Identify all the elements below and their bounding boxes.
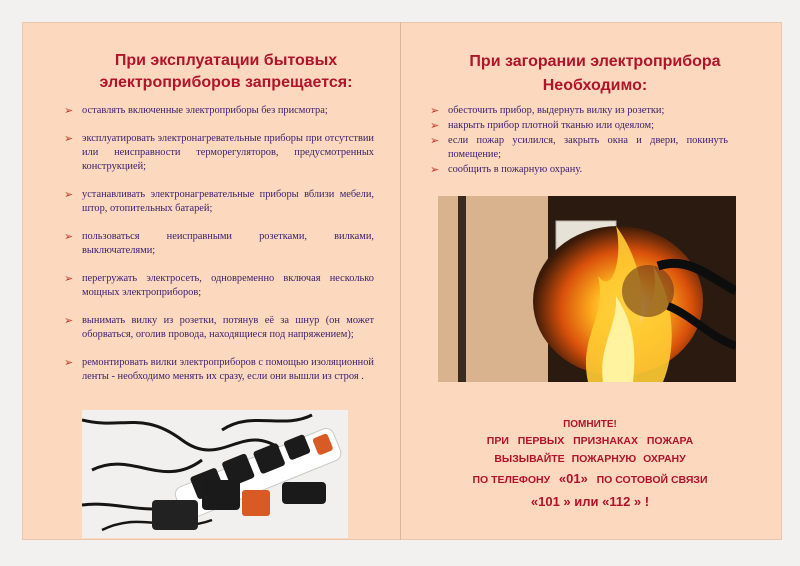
list-item (62, 104, 374, 118)
prohibited-list (62, 104, 374, 398)
arrow-bullet-icon: ➢ (64, 104, 74, 117)
list-item (62, 272, 374, 300)
list-item-text: устанавливать электронагревательные приборы вблизи мебели, штор, отопительных батарей; (82, 189, 374, 214)
mobile-numbers: «101 » или «112 » ! (530, 494, 650, 509)
power-strip-photo (82, 410, 348, 538)
list-item (428, 104, 728, 118)
list-item-text: перегружать электросеть, одновременно включая несколько мощных электроприборов; (82, 273, 374, 298)
list-item (428, 163, 728, 177)
arrow-bullet-icon: ➢ (430, 163, 440, 176)
list-item-text: сообщить в пожарную охрану. (448, 164, 583, 175)
column-divider (400, 22, 401, 540)
arrow-bullet-icon: ➢ (64, 132, 74, 145)
arrow-bullet-icon: ➢ (64, 356, 74, 369)
left-title (70, 50, 382, 94)
phone-number-01: «01» (558, 471, 588, 486)
list-item-text: эксплуатировать электронагревательные приборы при отсутствии или неисправности терморегуляторов, предусмотренных конструкцией; (82, 133, 374, 172)
phone-line-prefix: ПО ТЕЛЕФОНУ (472, 474, 551, 486)
arrow-bullet-icon: ➢ (430, 104, 440, 117)
remember-line: ПРИ ПЕРВЫХ ПРИЗНАКАХ ПОЖАРА (486, 435, 694, 447)
list-item-text: обесточить прибор, выдернуть вилку из розетки; (448, 105, 665, 116)
list-item-text: накрыть прибор плотной тканью или одеялом; (448, 120, 654, 131)
arrow-bullet-icon: ➢ (430, 119, 440, 132)
list-item (62, 230, 374, 258)
arrow-bullet-icon: ➢ (64, 314, 74, 327)
burning-socket-photo (438, 196, 736, 382)
left-title-line1: При эксплуатации бытовых (114, 52, 338, 69)
list-item-text: пользоваться неисправными розетками, вилками, выключателями; (82, 231, 374, 256)
required-actions-list (428, 104, 728, 178)
right-title-line2: Необходимо: (542, 77, 648, 94)
list-item-text: вынимать вилку из розетки, потянув её за шнур (он может оборваться, оголив провода, находящиеся под напряжением); (82, 315, 374, 340)
arrow-bullet-icon: ➢ (430, 134, 440, 147)
remember-block (440, 418, 740, 513)
arrow-bullet-icon: ➢ (64, 230, 74, 243)
right-title-line1: При загорании электроприбора (469, 53, 721, 70)
list-item (428, 134, 728, 162)
list-item (62, 132, 374, 174)
phone-line (440, 468, 740, 491)
list-item-text: оставлять включенные электроприборы без присмотра; (82, 105, 328, 116)
list-item (62, 356, 374, 384)
remember-heading: ПОМНИТЕ! (563, 419, 617, 430)
list-item (428, 119, 728, 133)
right-title (440, 50, 750, 98)
list-item-text: ремонтировать вилки электроприборов с помощью изоляционной ленты - необходимо менять их сразу, если они вышли из строя . (82, 357, 374, 382)
list-item (62, 188, 374, 216)
phone-line-suffix: ПО СОТОВОЙ СВЯЗИ (596, 474, 708, 486)
list-item (62, 314, 374, 342)
left-title-line2: электроприборов запрещается: (99, 74, 353, 91)
arrow-bullet-icon: ➢ (64, 272, 74, 285)
remember-line: ВЫЗЫВАЙТЕ ПОЖАРНУЮ ОХРАНУ (494, 453, 686, 465)
arrow-bullet-icon: ➢ (64, 188, 74, 201)
list-item-text: если пожар усилился, закрыть окна и двери, покинуть помещение; (448, 135, 728, 160)
